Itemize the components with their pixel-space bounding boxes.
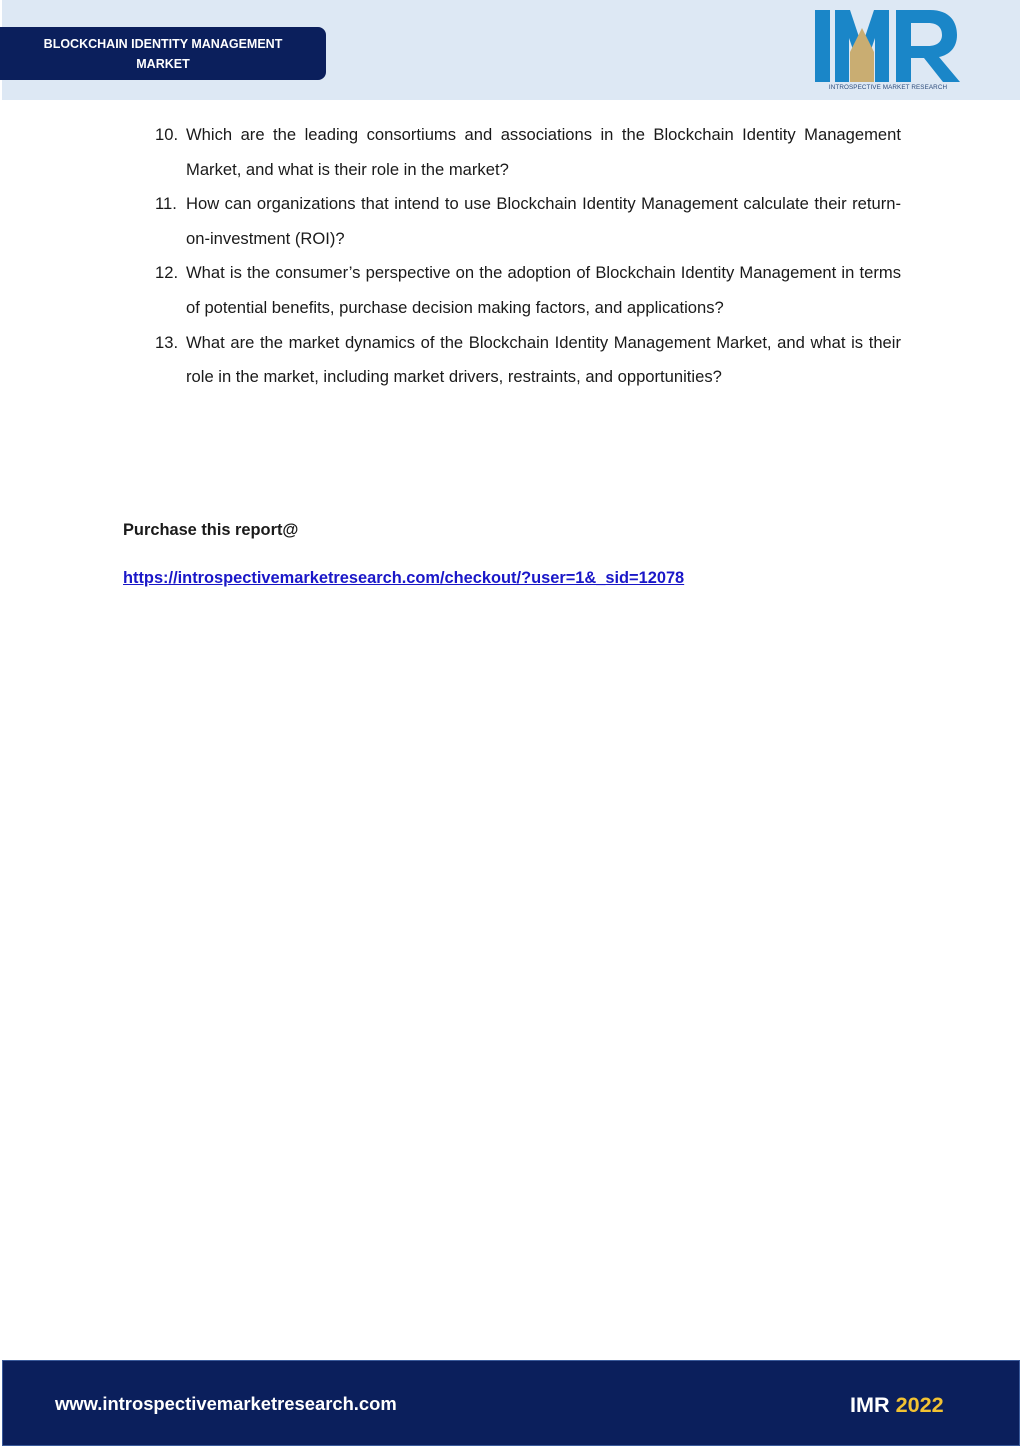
footer-bar: [2, 1360, 1020, 1446]
list-item-text: Which are the leading consortiums and associations in the Blockchain Identity Management Market, and what is their role in the market?: [186, 125, 901, 179]
purchase-link[interactable]: https://introspectivemarketresearch.com/checkout/?user=1&_sid=12078: [123, 569, 685, 587]
footer-website[interactable]: www.introspectivemarketresearch.com: [55, 1393, 397, 1414]
list-item: [149, 326, 901, 395]
logo-tagline: INTROSPECTIVE MARKET RESEARCH: [828, 84, 948, 91]
list-item: [149, 187, 901, 256]
footer-brand-name: IMR: [850, 1392, 890, 1417]
report-title-badge: [0, 27, 326, 80]
footer-brand: [850, 1392, 944, 1418]
list-item-number: 13.: [155, 332, 179, 352]
list-item-text: What are the market dynamics of the Blockchain Identity Management Market, and what is their role in the market, including market drivers, restraints, and opportunities?: [186, 332, 901, 387]
report-title: BLOCKCHAIN IDENTITY MANAGEMENT MARKET: [43, 36, 283, 71]
questions-list: [149, 118, 901, 395]
list-item: [149, 256, 901, 325]
footer-year: 2022: [895, 1392, 944, 1417]
list-item-number: 11.: [155, 194, 177, 214]
purchase-label: Purchase this report@: [123, 521, 299, 539]
list-item-text: What is the consumer’s perspective on the adoption of Blockchain Identity Management in terms of potential benefits, purchase decision making factors, and applications?: [186, 263, 901, 317]
list-item-number: 12.: [155, 263, 179, 283]
list-item-number: 10.: [155, 125, 179, 144]
list-item-text: How can organizations that intend to use Blockchain Identity Management calculate their return-on-investment (ROI)?: [186, 194, 901, 248]
list-item: [149, 118, 901, 187]
